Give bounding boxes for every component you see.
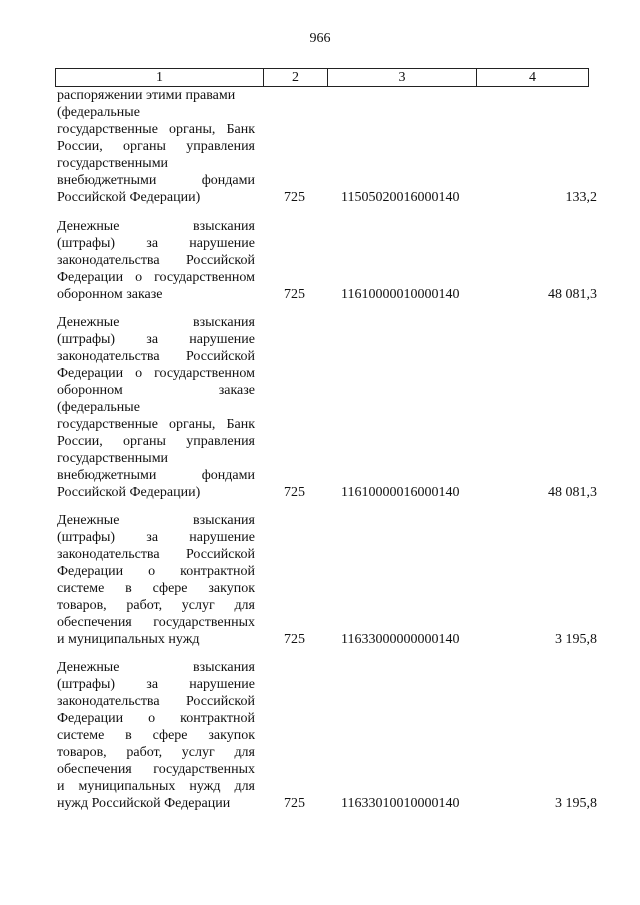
description-line: системе в сфере закупок <box>57 728 255 743</box>
description-line: законодательства Российской <box>57 547 255 562</box>
description-line: распоряжении этими правами <box>57 88 236 103</box>
description-line: государственные органы, Банк <box>57 417 255 432</box>
description-line: Федерации о государственном <box>57 270 255 285</box>
description-line: внебюджетными фондами <box>57 468 255 483</box>
description-line: Денежные взыскания <box>57 315 255 330</box>
amount: 48 081,3 <box>548 287 597 302</box>
amount: 3 195,8 <box>555 796 597 811</box>
table-row <box>57 659 597 812</box>
description-line: государственными <box>57 156 169 171</box>
description-line: государственными <box>57 451 169 466</box>
description-line: и муниципальных нужд <box>57 632 200 647</box>
description-line: Денежные взыскания <box>57 660 255 675</box>
description-line: обеспечения государственных <box>57 615 255 630</box>
description-line: государственные органы, Банк <box>57 122 255 137</box>
description-line: товаров, работ, услуг для <box>57 745 255 760</box>
description-line: Федерации о контрактной <box>57 711 255 726</box>
description-line: оборонном заказе <box>57 383 255 398</box>
header-row <box>56 69 589 87</box>
description-line: России, органы управления <box>57 434 255 449</box>
description-line: (штрафы) за нарушение <box>57 332 255 347</box>
page-number: 966 <box>309 31 331 46</box>
description-line: Российской Федерации) <box>57 485 201 500</box>
description-line: нужд Российской Федерации <box>57 796 231 811</box>
header-col-4: 4 <box>477 69 589 87</box>
amount: 133,2 <box>565 190 597 205</box>
description-line: оборонном заказе <box>57 287 163 302</box>
description-line: (штрафы) за нарушение <box>57 677 255 692</box>
admin-code: 725 <box>284 287 305 302</box>
description-line: (федеральные <box>57 105 140 120</box>
description-line: законодательства Российской <box>57 253 255 268</box>
amount: 48 081,3 <box>548 485 597 500</box>
table-row <box>57 314 597 501</box>
budget-code: 11633010010000140 <box>341 796 460 811</box>
table-row <box>57 218 597 303</box>
header-col-3: 3 <box>328 69 477 87</box>
budget-code: 11633000000000140 <box>341 632 460 647</box>
description-line: Российской Федерации) <box>57 190 201 205</box>
admin-code: 725 <box>284 632 305 647</box>
description-line: (штрафы) за нарушение <box>57 236 255 251</box>
description-line: законодательства Российской <box>57 349 255 364</box>
description-line: законодательства Российской <box>57 694 255 709</box>
row-description <box>57 512 255 648</box>
description-line: России, органы управления <box>57 139 255 154</box>
budget-code: 11610000016000140 <box>341 485 460 500</box>
description-line: товаров, работ, услуг для <box>57 598 255 613</box>
description-line: (штрафы) за нарушение <box>57 530 255 545</box>
row-description <box>57 659 255 812</box>
description-line: Федерации о контрактной <box>57 564 255 579</box>
table-row <box>57 512 597 648</box>
row-description <box>57 314 255 501</box>
admin-code: 725 <box>284 190 305 205</box>
header-col-1: 1 <box>56 69 264 87</box>
description-line: Денежные взыскания <box>57 219 255 234</box>
budget-code: 11610000010000140 <box>341 287 460 302</box>
description-line: и муниципальных нужд для <box>57 779 255 794</box>
description-line: системе в сфере закупок <box>57 581 255 596</box>
description-line: (федеральные <box>57 400 140 415</box>
description-line: обеспечения государственных <box>57 762 255 777</box>
description-line: Федерации о государственном <box>57 366 255 381</box>
row-description <box>57 87 255 206</box>
description-line: внебюджетными фондами <box>57 173 255 188</box>
admin-code: 725 <box>284 796 305 811</box>
header-col-2: 2 <box>264 69 328 87</box>
description-line: Денежные взыскания <box>57 513 255 528</box>
row-description <box>57 218 255 303</box>
budget-code: 11505020016000140 <box>341 190 460 205</box>
amount: 3 195,8 <box>555 632 597 647</box>
admin-code: 725 <box>284 485 305 500</box>
column-header-table <box>55 68 589 87</box>
table-row <box>57 87 597 206</box>
